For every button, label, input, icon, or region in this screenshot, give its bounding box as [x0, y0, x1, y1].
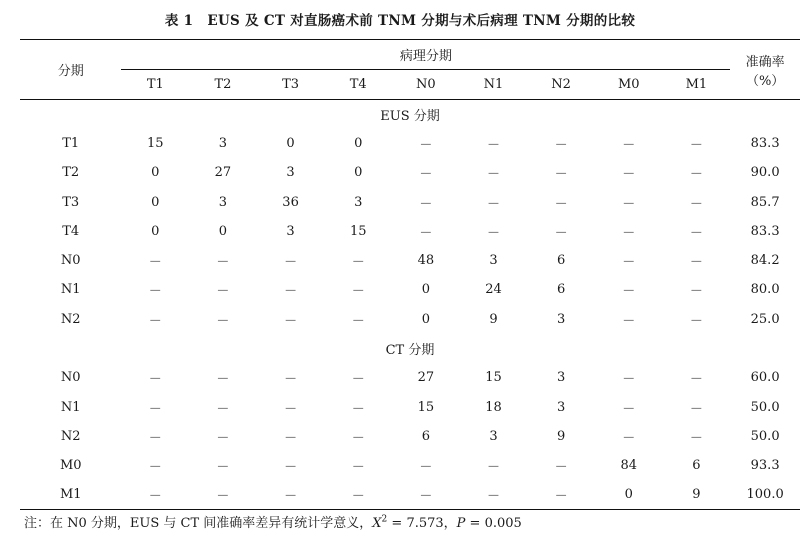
table-cell: － — [284, 255, 298, 271]
table-cell: － — [554, 460, 568, 476]
column-header: N1 — [483, 77, 504, 92]
table-cell: － — [351, 284, 365, 300]
stat-power: 2 — [381, 514, 388, 525]
table-cell: － — [351, 460, 365, 476]
accuracy-cell: 60.0 — [750, 370, 780, 386]
table-cell: － — [486, 167, 500, 183]
table-cell: 3 — [218, 194, 228, 210]
table-cell: 18 — [485, 399, 502, 415]
column-header: T2 — [214, 77, 232, 92]
table-cell: － — [284, 313, 298, 329]
table-cell: － — [148, 255, 162, 271]
table-cell: － — [554, 167, 568, 183]
table-cell: 3 — [489, 253, 498, 269]
comparison-table — [20, 39, 800, 510]
table-cell: 6 — [421, 428, 430, 444]
table-cell: 3 — [354, 194, 363, 210]
table-cell: － — [284, 430, 298, 446]
table-cell: － — [148, 460, 162, 476]
table-cell: － — [622, 167, 636, 183]
column-header: M1 — [685, 77, 708, 92]
accuracy-cell: 85.7 — [750, 194, 780, 210]
table-cell: － — [622, 372, 636, 388]
table-cell: － — [351, 255, 365, 271]
table-cell: － — [622, 313, 636, 329]
table-row — [20, 392, 800, 421]
table-cell: － — [527, 480, 595, 509]
table-cell: － — [622, 225, 636, 241]
header-accuracy-label: 准确率 — [745, 54, 785, 70]
table-cell: － — [216, 313, 230, 329]
table-cell: 15 — [349, 223, 367, 239]
table-cell: 3 — [556, 370, 566, 386]
row-stage-label: N0 — [60, 253, 81, 269]
accuracy-cell: 83.3 — [750, 223, 780, 239]
row-stage-label: T3 — [62, 194, 80, 210]
accuracy-cell: 100.0 — [730, 480, 800, 509]
p-value: = 0.005 — [465, 516, 522, 531]
table-cell: 84 — [620, 458, 638, 474]
table-cell: 3 — [556, 399, 566, 415]
table-note — [24, 512, 522, 531]
table-cell: － — [486, 225, 500, 241]
table-cell: － — [148, 430, 162, 446]
row-stage-label: N1 — [60, 282, 81, 298]
table-cell: 3 — [489, 428, 498, 444]
table-cell: － — [148, 284, 162, 300]
column-header: N0 — [416, 77, 436, 92]
table-cell: － — [419, 225, 433, 241]
table-cell: － — [689, 225, 703, 241]
group-label: CT 分期 — [385, 343, 435, 359]
table-cell: － — [689, 167, 703, 183]
accuracy-cell: 90.0 — [750, 165, 780, 181]
table-cell: － — [622, 430, 636, 446]
table-cell: 3 — [556, 311, 566, 327]
table-cell: － — [460, 480, 528, 509]
table-cell: 15 — [147, 135, 164, 151]
table-cell: 27 — [214, 165, 232, 181]
header-accuracy — [730, 40, 800, 100]
table-cell: － — [622, 255, 636, 271]
table-cell: 0 — [421, 311, 430, 327]
table-cell: － — [324, 480, 392, 509]
table-cell: － — [419, 167, 433, 183]
table-cell: － — [419, 460, 433, 476]
table-cell: 3 — [218, 135, 228, 151]
accuracy-cell: 80.0 — [750, 282, 780, 298]
table-cell: － — [284, 284, 298, 300]
accuracy-cell: 25.0 — [750, 311, 780, 327]
table-cell: 0 — [151, 194, 160, 210]
table-cell: － — [216, 372, 230, 388]
table-cell: － — [216, 460, 230, 476]
table-cell: 3 — [286, 165, 295, 181]
table-cell: 0 — [595, 480, 663, 509]
table-cell: 0 — [151, 223, 160, 239]
table-cell: － — [257, 480, 325, 509]
table-body — [20, 100, 800, 510]
row-stage-label: N1 — [60, 399, 81, 415]
table-caption — [0, 9, 800, 29]
table-cell: 15 — [417, 399, 435, 415]
table-cell: － — [284, 372, 298, 388]
header-row-columns — [20, 70, 800, 100]
table-row — [20, 246, 800, 275]
accuracy-cell: 50.0 — [750, 428, 780, 444]
table-cell: 0 — [151, 165, 160, 181]
table-cell: － — [689, 255, 703, 271]
row-stage-label: N2 — [60, 428, 81, 444]
table-row — [20, 363, 800, 392]
table-cell: 27 — [417, 370, 435, 386]
table-cell: 9 — [489, 311, 498, 327]
accuracy-cell: 83.3 — [750, 135, 780, 151]
table-cell: － — [148, 401, 162, 417]
column-header: T4 — [349, 77, 367, 92]
table-cell: － — [284, 401, 298, 417]
accuracy-cell: 84.2 — [750, 253, 780, 269]
table-cell: － — [622, 196, 636, 212]
table-cell: 0 — [286, 135, 295, 151]
table-cell: － — [216, 430, 230, 446]
table-cell: － — [689, 313, 703, 329]
table-row — [20, 217, 800, 246]
table-cell: － — [419, 196, 433, 212]
note-text: 注：在 N0 分期，EUS 与 CT 间准确率差异有统计学意义， — [24, 516, 373, 531]
table-cell: － — [622, 137, 636, 153]
p-symbol: P — [456, 516, 466, 531]
table-cell: － — [689, 137, 703, 153]
table-cell: 0 — [218, 223, 228, 239]
table-cell: － — [689, 372, 703, 388]
table-cell: － — [689, 196, 703, 212]
table-row — [20, 158, 800, 187]
table-cell: － — [189, 480, 257, 509]
table-cell: 6 — [692, 458, 701, 474]
table-cell: － — [554, 196, 568, 212]
table-cell: 9 — [663, 480, 731, 509]
row-stage-label: T1 — [62, 135, 80, 151]
table-row — [20, 305, 800, 334]
table-cell: － — [216, 255, 230, 271]
table-cell: － — [554, 137, 568, 153]
table-cell: 0 — [354, 165, 363, 181]
table-cell: － — [351, 372, 365, 388]
row-stage-label: N0 — [60, 370, 81, 386]
table-row — [20, 451, 800, 480]
table-cell: － — [486, 196, 500, 212]
table-cell: － — [351, 401, 365, 417]
table-cell: － — [486, 137, 500, 153]
table-row — [20, 129, 800, 158]
table-cell: 24 — [485, 282, 502, 298]
table-row — [20, 187, 800, 216]
table-cell: － — [392, 480, 460, 509]
row-stage-label: M0 — [59, 458, 82, 474]
table-cell: － — [554, 225, 568, 241]
table-cell: 48 — [417, 253, 435, 269]
row-stage-label: N2 — [60, 311, 81, 327]
stat-value: = 7.573， — [387, 516, 457, 531]
table-cell: － — [622, 284, 636, 300]
header-row-top — [20, 40, 800, 70]
table-cell: － — [689, 284, 703, 300]
table-cell: － — [486, 460, 500, 476]
table-cell: 6 — [556, 253, 566, 269]
table-cell: － — [419, 137, 433, 153]
table-cell: 9 — [556, 428, 566, 444]
table-cell: － — [121, 480, 189, 509]
table-cell: 15 — [485, 370, 502, 386]
table-title: EUS 及 CT 对直肠癌术前 TNM 分期与术后病理 TNM 分期的比较 — [207, 13, 636, 29]
header-accuracy-unit: （%） — [745, 73, 785, 89]
group-label: EUS 分期 — [20, 100, 800, 129]
accuracy-cell: 50.0 — [750, 399, 780, 415]
row-stage-label: M1 — [20, 480, 121, 509]
table-cell: 0 — [354, 135, 363, 151]
table-cell: － — [284, 460, 298, 476]
group-row — [20, 100, 800, 129]
row-stage-label: T2 — [62, 165, 80, 181]
table-cell: － — [689, 401, 703, 417]
table-cell: 3 — [286, 223, 295, 239]
column-header: M0 — [617, 77, 640, 92]
header-pathology: 病理分期 — [121, 40, 730, 70]
column-header: N2 — [551, 77, 571, 92]
table-cell: 0 — [421, 282, 430, 298]
header-stage: 分期 — [20, 40, 121, 100]
table-header — [20, 40, 800, 100]
table-cell: － — [216, 284, 230, 300]
column-header: T3 — [282, 77, 300, 92]
column-header: T1 — [146, 77, 164, 92]
table-cell: － — [622, 401, 636, 417]
group-row — [20, 334, 800, 363]
accuracy-cell: 93.3 — [750, 458, 780, 474]
table-row — [20, 422, 800, 451]
table-row — [20, 480, 800, 509]
table-cell: － — [351, 430, 365, 446]
table-row — [20, 275, 800, 304]
table-cell: － — [351, 313, 365, 329]
table-cell: 36 — [282, 194, 299, 210]
table-cell: － — [689, 430, 703, 446]
table-cell: － — [148, 313, 162, 329]
table-cell: － — [148, 372, 162, 388]
table-number: 表 1 — [164, 13, 194, 29]
table-cell: 6 — [556, 282, 566, 298]
table-cell: － — [216, 401, 230, 417]
row-stage-label: T4 — [62, 223, 80, 239]
stat-symbol: X — [372, 516, 382, 531]
